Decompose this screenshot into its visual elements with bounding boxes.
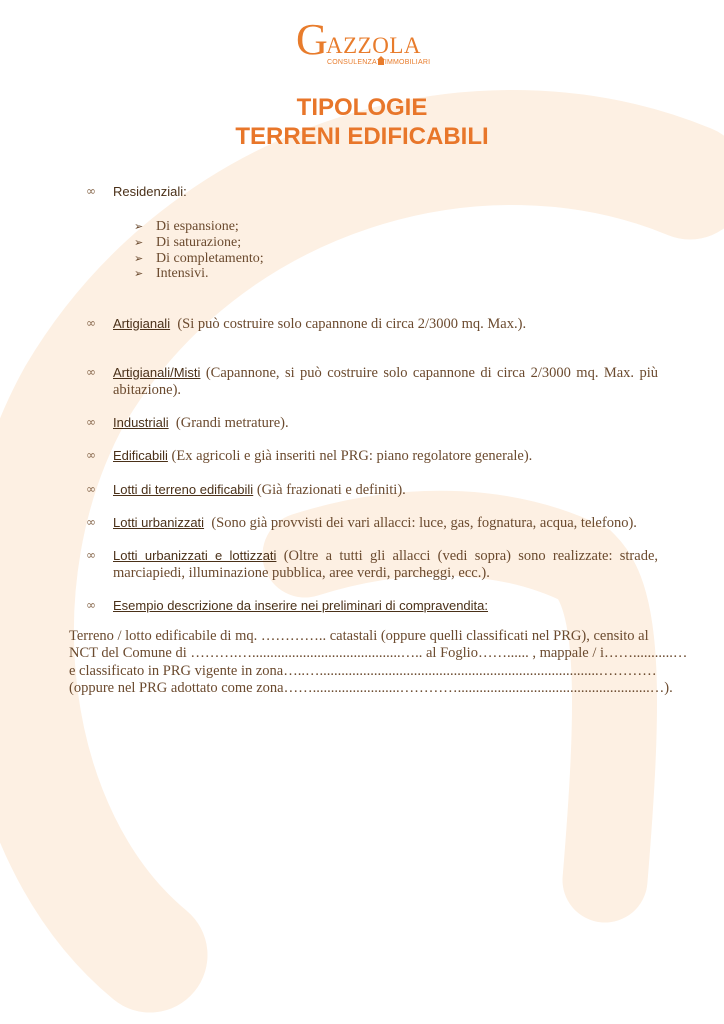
infinity-bullet-icon: ∞ (86, 316, 96, 330)
term-esempio: Esempio descrizione da inserire nei preliminari di compravendita: (113, 598, 489, 613)
infinity-bullet-icon: ∞ (86, 365, 96, 379)
logo-name: AZZOLA (326, 33, 421, 58)
gazzola-logo (296, 15, 436, 70)
paragraph-line: (oppure nel PRG adottato come zona……........................………….....................................................…). (69, 679, 673, 696)
arrow-bullet-icon: ➢ (134, 220, 144, 233)
house-icon (378, 60, 384, 65)
term-residenziali: Residenziali: (113, 184, 187, 199)
arrow-bullet-icon: ➢ (134, 236, 144, 249)
infinity-bullet-icon: ∞ (86, 548, 96, 562)
term-edificabili: Edificabili (113, 448, 168, 463)
logo-initial: G (296, 15, 328, 64)
infinity-bullet-icon: ∞ (86, 415, 96, 429)
logo-tagline: CONSULENZA IMMOBILIARI (327, 59, 431, 66)
infinity-bullet-icon: ∞ (86, 448, 96, 462)
title-line-1: TIPOLOGIE (296, 94, 428, 121)
infinity-bullet-icon: ∞ (86, 598, 96, 612)
term-artigianali: Artigianali (113, 316, 171, 331)
arrow-bullet-icon: ➢ (134, 252, 144, 265)
arrow-bullet-icon: ➢ (134, 267, 144, 280)
paragraph-line: Terreno / lotto edificabile di mq. ………….. catastali (oppure quelli classificati nel PRG), censito al (69, 628, 649, 644)
term-lotti-lottizzati: Lotti urbanizzati e lottizzati (113, 548, 277, 563)
paragraph-line: e classificato in PRG vigente in zona…..….............................................................................………… (69, 662, 657, 679)
infinity-bullet-icon: ∞ (86, 184, 96, 198)
infinity-bullet-icon: ∞ (86, 515, 96, 529)
term-lotti-urbanizzati: Lotti urbanizzati (113, 515, 205, 530)
term-industriali: Industriali (113, 415, 169, 430)
title-line-2: TERRENI EDIFICABILI (235, 123, 489, 150)
term-artigianali-misti: Artigianali/Misti (113, 365, 201, 380)
page-title (0, 93, 724, 151)
template-paragraph (69, 628, 688, 697)
paragraph-line: NCT del Comune di ……….….........................................….. al Foglio……...... , mappale / i……...........… (69, 645, 688, 662)
term-lotti-terreno: Lotti di terreno edificabili (113, 482, 254, 497)
infinity-bullet-icon: ∞ (86, 482, 96, 496)
